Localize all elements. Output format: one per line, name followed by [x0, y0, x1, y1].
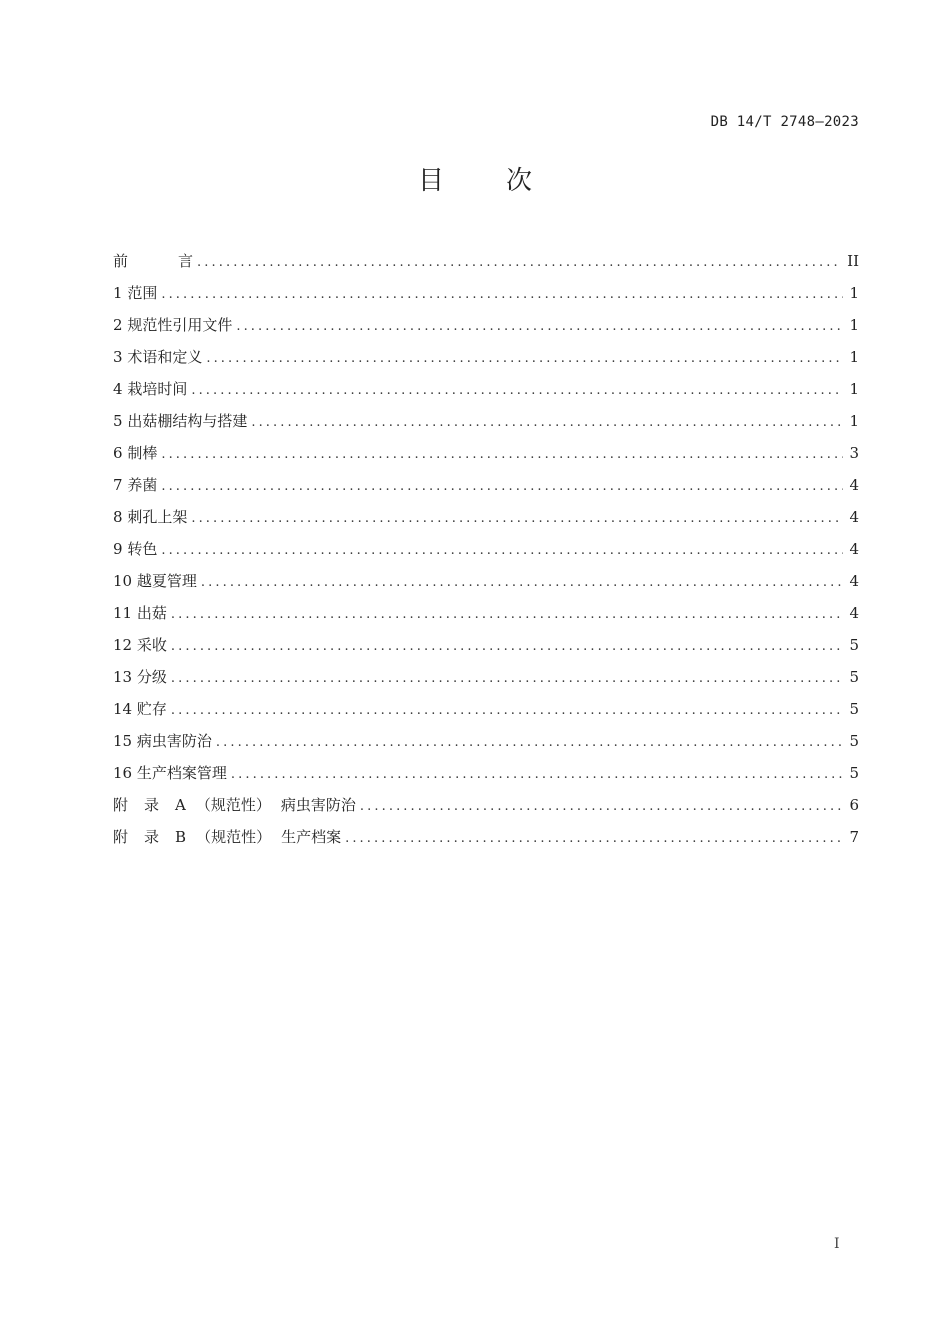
toc-entry-label	[113, 789, 360, 821]
toc-entry-text: 出菇棚结构与搭建	[127, 412, 248, 430]
toc-page-number: 5	[849, 732, 859, 750]
appendix-letter: A	[175, 796, 186, 814]
toc-entry-number: 11	[113, 604, 133, 622]
toc-entry[interactable]	[113, 597, 859, 629]
appendix-char-1: 附	[113, 828, 129, 846]
toc-entry-appendix-b[interactable]	[113, 821, 859, 853]
table-of-contents	[113, 245, 859, 853]
toc-page-number: 7	[849, 828, 859, 846]
dot-leader	[216, 727, 844, 759]
toc-entry-label	[113, 629, 171, 661]
toc-entry-foreword[interactable]	[113, 245, 859, 277]
toc-entry[interactable]	[113, 725, 859, 757]
toc-page-number: 4	[849, 508, 859, 526]
toc-page-number: 1	[849, 380, 859, 398]
dot-leader	[191, 375, 843, 407]
toc-entry-label	[113, 501, 191, 533]
dot-leader	[161, 471, 843, 503]
toc-entry[interactable]	[113, 373, 859, 405]
toc-entry-number: 9	[113, 540, 123, 558]
dot-leader	[197, 247, 841, 279]
toc-entry-label	[113, 661, 171, 693]
toc-entry-text: 制棒	[127, 444, 158, 462]
dot-leader	[236, 311, 843, 343]
toc-page-number: II	[847, 252, 859, 270]
toc-entry-number: 10	[113, 572, 133, 590]
toc-entry-label	[113, 821, 345, 853]
dot-leader	[345, 823, 843, 855]
appendix-title: 病虫害防治	[280, 796, 356, 814]
toc-entry[interactable]	[113, 277, 859, 309]
toc-page-number: 1	[849, 412, 859, 430]
toc-entry-number: 8	[113, 508, 123, 526]
toc-page-number: 5	[849, 764, 859, 782]
toc-page-number: 4	[849, 604, 859, 622]
toc-entry-label	[113, 309, 236, 341]
toc-entry[interactable]	[113, 405, 859, 437]
toc-entry-label	[113, 277, 161, 309]
toc-entry-label	[113, 245, 197, 277]
toc-entry-label	[113, 725, 216, 757]
toc-entry-number: 7	[113, 476, 123, 494]
toc-entry-text: 采收	[136, 636, 167, 654]
toc-entry-text: 范围	[127, 284, 158, 302]
toc-entry-label	[113, 373, 191, 405]
toc-entry-number: 6	[113, 444, 123, 462]
toc-entry-number: 2	[113, 316, 123, 334]
dot-leader	[171, 631, 844, 663]
dot-leader	[171, 599, 844, 631]
toc-page-number: 5	[849, 636, 859, 654]
toc-entry-label	[113, 757, 231, 789]
toc-entry-text: 生产档案管理	[136, 764, 227, 782]
toc-page-number: 1	[849, 316, 859, 334]
appendix-type: （规范性）	[196, 828, 272, 846]
dot-leader	[201, 567, 844, 599]
toc-page-number: 4	[849, 476, 859, 494]
toc-entry-text: 越夏管理	[136, 572, 197, 590]
toc-page-number: 3	[849, 444, 859, 462]
toc-entry[interactable]	[113, 693, 859, 725]
title-char-2: 次	[506, 166, 533, 196]
dot-leader	[161, 279, 843, 311]
toc-entry[interactable]	[113, 437, 859, 469]
toc-entry-text: 刺孔上架	[127, 508, 188, 526]
toc-entry-text: 术语和定义	[127, 348, 203, 366]
toc-entry[interactable]	[113, 341, 859, 373]
toc-entry[interactable]	[113, 565, 859, 597]
toc-page-number: 4	[849, 540, 859, 558]
dot-leader	[251, 407, 843, 439]
toc-entry[interactable]	[113, 757, 859, 789]
dot-leader	[206, 343, 843, 375]
appendix-char-1: 附	[113, 796, 129, 814]
toc-page-number: 6	[849, 796, 859, 814]
appendix-char-2: 录	[144, 796, 160, 814]
toc-entry[interactable]	[113, 469, 859, 501]
page-number: I	[834, 1236, 840, 1252]
toc-entry-label	[113, 533, 161, 565]
toc-entry-label	[113, 437, 161, 469]
toc-entry-label	[113, 565, 201, 597]
toc-entry-label	[113, 597, 171, 629]
toc-entry-label	[113, 405, 251, 437]
toc-entry-text: 规范性引用文件	[127, 316, 233, 334]
toc-page-number: 5	[849, 700, 859, 718]
dot-leader	[171, 663, 844, 695]
dot-leader	[161, 535, 843, 567]
toc-page-number: 4	[849, 572, 859, 590]
dot-leader	[360, 791, 844, 823]
toc-page-number: 1	[849, 284, 859, 302]
toc-entry-number: 15	[113, 732, 133, 750]
title-char-1: 目	[417, 166, 444, 196]
page-title	[0, 160, 950, 197]
toc-entry-text: 养菌	[127, 476, 158, 494]
dot-leader	[231, 759, 844, 791]
toc-entry-label	[113, 469, 161, 501]
toc-entry-text: 栽培时间	[127, 380, 188, 398]
toc-entry-label	[113, 341, 206, 373]
toc-entry-text: 出菇	[136, 604, 167, 622]
foreword-char-2: 言	[178, 252, 194, 270]
toc-entry-number: 16	[113, 764, 133, 782]
toc-entry[interactable]	[113, 533, 859, 565]
appendix-type: （规范性）	[195, 796, 271, 814]
toc-entry-number: 5	[113, 412, 123, 430]
toc-entry-number: 1	[113, 284, 123, 302]
appendix-letter: B	[175, 828, 187, 846]
dot-leader	[161, 439, 843, 471]
toc-page-number: 5	[849, 668, 859, 686]
toc-entry-number: 12	[113, 636, 133, 654]
toc-entry-text: 病虫害防治	[136, 732, 212, 750]
toc-entry-number: 14	[113, 700, 133, 718]
toc-entry[interactable]	[113, 309, 859, 341]
toc-entry-text: 转色	[127, 540, 158, 558]
dot-leader	[191, 503, 843, 535]
toc-page-number: 1	[849, 348, 859, 366]
toc-entry-text: 贮存	[136, 700, 167, 718]
toc-entry[interactable]	[113, 501, 859, 533]
toc-entry-number: 4	[113, 380, 123, 398]
dot-leader	[171, 695, 844, 727]
document-code: DB 14/T 2748—2023	[710, 114, 859, 130]
appendix-title: 生产档案	[281, 828, 342, 846]
toc-entry-text: 分级	[136, 668, 167, 686]
toc-entry-appendix-a[interactable]	[113, 789, 859, 821]
toc-entry-label	[113, 693, 171, 725]
toc-entry[interactable]	[113, 661, 859, 693]
toc-entry-number: 3	[113, 348, 123, 366]
foreword-char-1: 前	[113, 252, 129, 270]
appendix-char-2: 录	[144, 828, 160, 846]
toc-entry-number: 13	[113, 668, 133, 686]
toc-entry[interactable]	[113, 629, 859, 661]
